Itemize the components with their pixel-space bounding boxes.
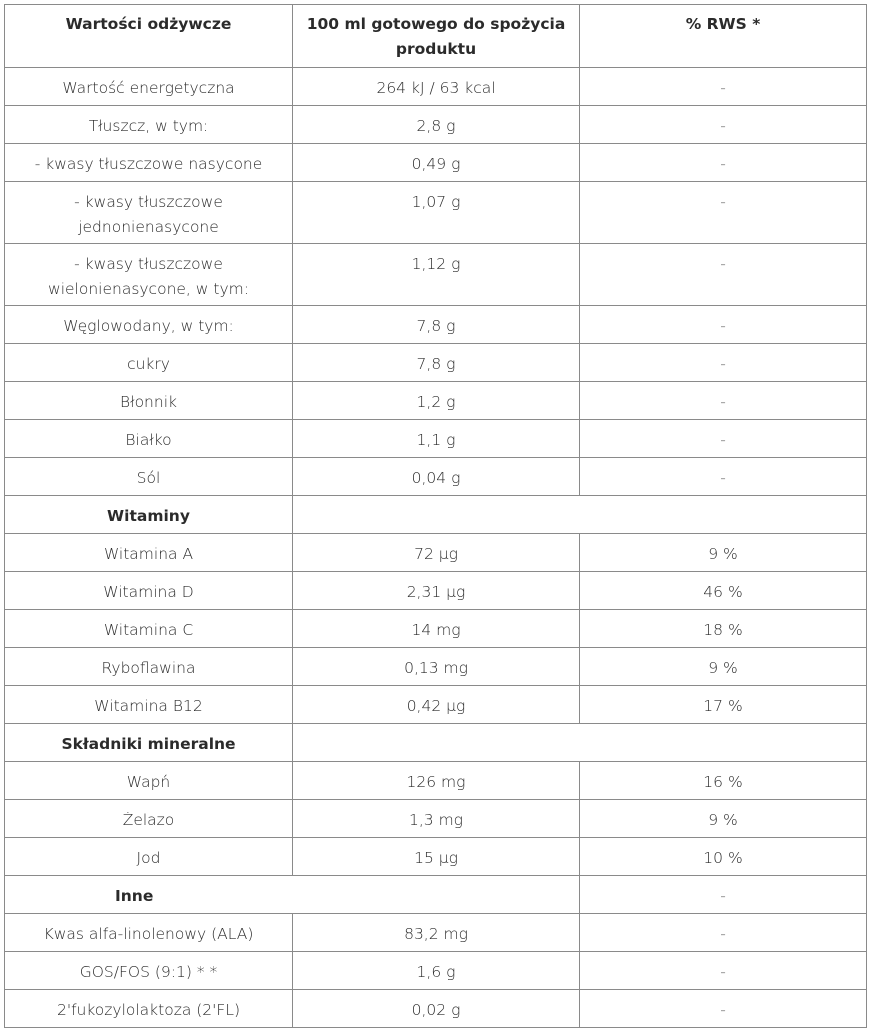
nutrient-amount: 0,04 g: [293, 458, 580, 496]
table-row: [5, 182, 867, 244]
nutrient-name: Witamina D: [5, 572, 293, 610]
nutrient-amount: 0,42 µg: [293, 686, 580, 724]
nutrient-name: - kwasy tłuszczowe wielonienasycone, w tym:: [5, 244, 293, 306]
table-row: [5, 144, 867, 182]
nutrient-amount: 0,49 g: [293, 144, 580, 182]
table-row: [5, 686, 867, 724]
nutrient-rws: -: [580, 458, 867, 496]
table-row: [5, 762, 867, 800]
nutrient-rws: -: [580, 244, 867, 306]
nutrient-rws: -: [580, 182, 867, 244]
nutrient-amount: 14 mg: [293, 610, 580, 648]
nutrient-amount: 1,6 g: [293, 952, 580, 990]
table-row: [5, 68, 867, 106]
nutrient-name: Witamina B12: [5, 686, 293, 724]
nutrient-rws: 9 %: [580, 534, 867, 572]
section-title: Witaminy: [5, 496, 293, 534]
table-row: [5, 952, 867, 990]
table-row: [5, 800, 867, 838]
nutrient-amount: 7,8 g: [293, 344, 580, 382]
nutrient-amount: 15 µg: [293, 838, 580, 876]
nutrient-name: Ryboflawina: [5, 648, 293, 686]
nutrient-rws: 9 %: [580, 800, 867, 838]
nutrient-rws: -: [580, 952, 867, 990]
nutrient-amount: 1,12 g: [293, 244, 580, 306]
table-row: [5, 344, 867, 382]
table-row: [5, 244, 867, 306]
nutrient-amount: 1,1 g: [293, 420, 580, 458]
nutrient-amount: 0,02 g: [293, 990, 580, 1028]
nutrient-name: Błonnik: [5, 382, 293, 420]
nutrient-name: Wapń: [5, 762, 293, 800]
nutrient-rws: 9 %: [580, 648, 867, 686]
nutrient-name: Wartość energetyczna: [5, 68, 293, 106]
nutrient-rws: -: [580, 382, 867, 420]
header-rws: % RWS *: [580, 5, 867, 68]
nutrient-name: Żelazo: [5, 800, 293, 838]
nutrient-rws: 16 %: [580, 762, 867, 800]
table-row: [5, 648, 867, 686]
section-empty-cell: [293, 496, 867, 534]
nutrient-name: Kwas alfa-linolenowy (ALA): [5, 914, 293, 952]
table-row: [5, 534, 867, 572]
nutrient-rws: -: [580, 420, 867, 458]
nutrient-rws: 10 %: [580, 838, 867, 876]
header-nutrient: Wartości odżywcze: [5, 5, 293, 68]
table-row: [5, 838, 867, 876]
nutrient-name: - kwasy tłuszczowe nasycone: [5, 144, 293, 182]
section-empty-cell: [293, 724, 867, 762]
section-row-vitamins: [5, 496, 867, 534]
table-row: [5, 420, 867, 458]
nutrient-rws: -: [580, 68, 867, 106]
nutrient-amount: 264 kJ / 63 kcal: [293, 68, 580, 106]
nutrient-rws: -: [580, 990, 867, 1028]
nutrient-amount: 1,07 g: [293, 182, 580, 244]
nutrient-name: cukry: [5, 344, 293, 382]
table-header-row: [5, 5, 867, 68]
nutrient-name: Białko: [5, 420, 293, 458]
nutrient-rws: -: [580, 306, 867, 344]
nutrient-name: Witamina A: [5, 534, 293, 572]
nutrient-name: - kwasy tłuszczowe jednonienasycone: [5, 182, 293, 244]
nutrient-name: Tłuszcz, w tym:: [5, 106, 293, 144]
nutrient-amount: 2,31 µg: [293, 572, 580, 610]
nutrient-amount: 7,8 g: [293, 306, 580, 344]
nutrient-rws: -: [580, 914, 867, 952]
nutrient-rws: -: [580, 144, 867, 182]
nutrient-rws: -: [580, 344, 867, 382]
table-row: [5, 610, 867, 648]
section-rws: -: [580, 876, 867, 914]
section-row-other: [5, 876, 867, 914]
nutrient-name: GOS/FOS (9:1) * *: [5, 952, 293, 990]
table-row: [5, 458, 867, 496]
nutrient-amount: 2,8 g: [293, 106, 580, 144]
section-row-minerals: [5, 724, 867, 762]
nutrient-name: Jod: [5, 838, 293, 876]
section-title: Inne: [5, 876, 580, 914]
nutrient-name: Witamina C: [5, 610, 293, 648]
nutrient-name: Sól: [5, 458, 293, 496]
nutrient-amount: 72 µg: [293, 534, 580, 572]
table-row: [5, 306, 867, 344]
nutrient-amount: 126 mg: [293, 762, 580, 800]
nutrient-rws: 46 %: [580, 572, 867, 610]
header-per-100ml: 100 ml gotowego do spożycia produktu: [293, 5, 580, 68]
nutrient-amount: 83,2 mg: [293, 914, 580, 952]
table-row: [5, 572, 867, 610]
table-row: [5, 382, 867, 420]
nutrient-rws: 17 %: [580, 686, 867, 724]
nutrient-name: 2'fukozylolaktoza (2'FL): [5, 990, 293, 1028]
nutrition-table: [4, 4, 867, 1028]
nutrient-rws: 18 %: [580, 610, 867, 648]
nutrient-amount: 0,13 mg: [293, 648, 580, 686]
table-row: [5, 106, 867, 144]
table-row: [5, 990, 867, 1028]
nutrient-amount: 1,3 mg: [293, 800, 580, 838]
nutrient-rws: -: [580, 106, 867, 144]
table-row: [5, 914, 867, 952]
section-title: Składniki mineralne: [5, 724, 293, 762]
nutrient-name: Węglowodany, w tym:: [5, 306, 293, 344]
nutrient-amount: 1,2 g: [293, 382, 580, 420]
